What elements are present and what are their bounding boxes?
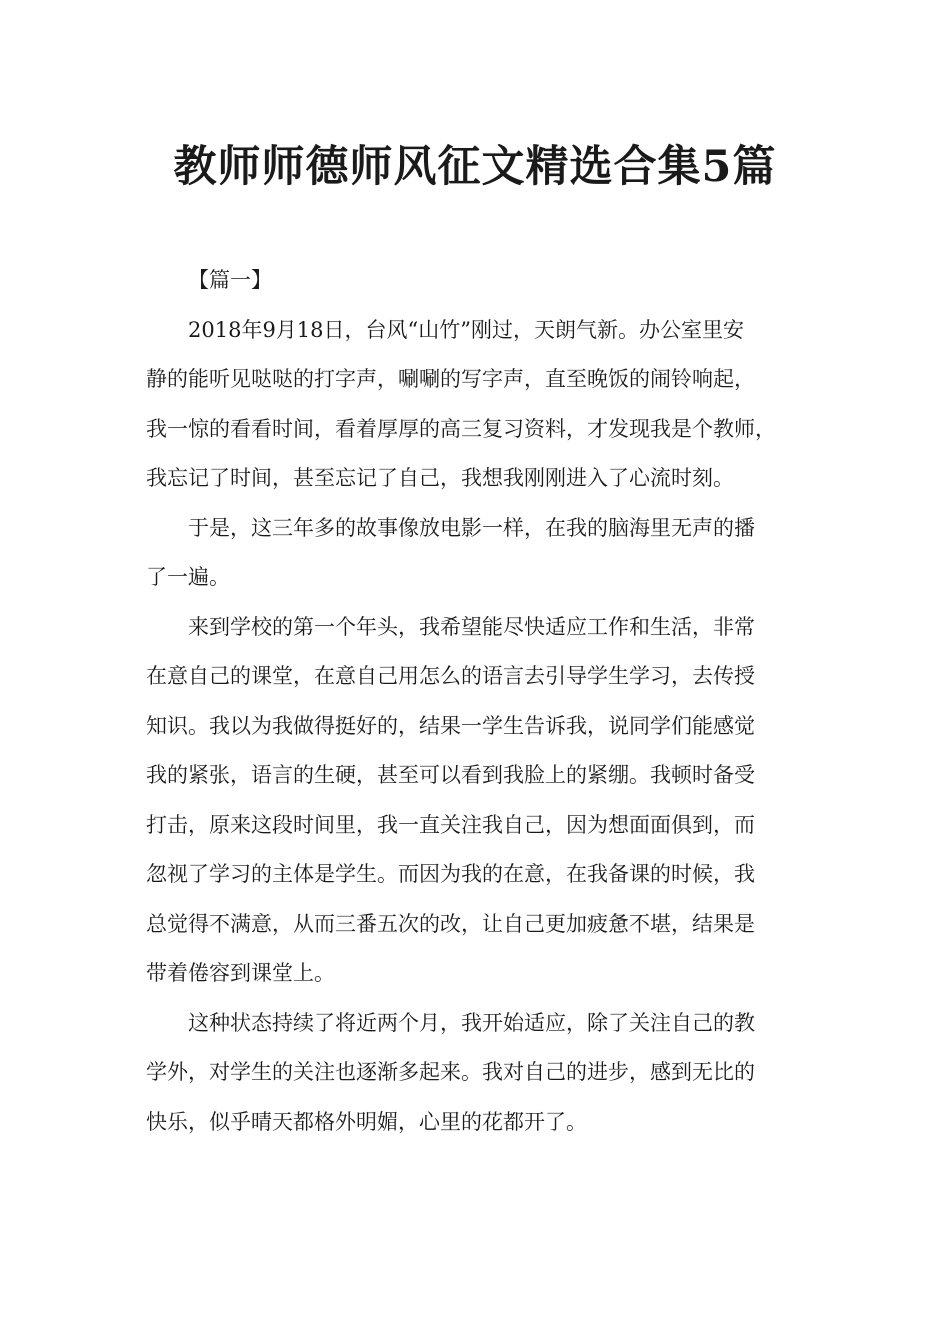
paragraph-line: 总觉得不满意，从而三番五次的改，让自己更加疲惫不堪，结果是 bbox=[146, 911, 755, 936]
paragraph-line: 忽视了学习的主体是学生。而因为我的在意，在我备课的时候，我 bbox=[146, 862, 755, 886]
paragraph-line: 2018年9月18日，台风“山竹”刚过，天朗气新。办公室里安 bbox=[188, 317, 744, 342]
paragraph-line: 静的能听见哒哒的打字声，唰唰的写字声，直至晚饭的闹铃响起， bbox=[146, 367, 755, 391]
paragraph-line: 带着倦容到课堂上。 bbox=[146, 961, 335, 985]
section-label: 【篇一】 bbox=[188, 268, 272, 292]
paragraph-line: 我一惊的看看时间，看着厚厚的高三复习资料，才发现我是个教师， bbox=[146, 416, 776, 441]
paragraph-line: 学外，对学生的关注也逐渐多起来。我对自己的进步，感到无比的 bbox=[146, 1060, 755, 1084]
paragraph-line: 打击，原来这段时间里，我一直关注我自己，因为想面面俱到，而 bbox=[146, 812, 755, 837]
paragraph-4 bbox=[146, 999, 796, 1148]
paragraph-1 bbox=[146, 306, 796, 504]
paragraph-line: 于是，这三年多的故事像放电影一样，在我的脑海里无声的播 bbox=[188, 515, 755, 540]
paragraph-line: 在意自己的课堂，在意自己用怎么的语言去引导学生学习，去传授 bbox=[146, 664, 755, 688]
paragraph-line: 了一遍。 bbox=[146, 565, 230, 589]
paragraph-line: 我忘记了时间，甚至忘记了自己，我想我刚刚进入了心流时刻。 bbox=[146, 466, 734, 490]
paragraph-line: 快乐，似乎晴天都格外明媚，心里的花都开了。 bbox=[146, 1109, 587, 1134]
paragraph-line: 这种状态持续了将近两个月，我开始适应，除了关注自己的教 bbox=[188, 1010, 755, 1035]
paragraph-2 bbox=[146, 504, 796, 603]
paragraph-line: 知识。我以为我做得挺好的，结果一学生告诉我，说同学们能感觉 bbox=[146, 713, 755, 738]
document-title: 教师师德师风征文精选合集5篇 bbox=[173, 142, 777, 192]
document-body bbox=[146, 256, 796, 1147]
paragraph-line: 我的紧张，语言的生硬，甚至可以看到我脸上的紧绷。我顿时备受 bbox=[146, 763, 755, 787]
paragraph-3 bbox=[146, 603, 796, 999]
paragraph-line: 来到学校的第一个年头，我希望能尽快适应工作和生活，非常 bbox=[188, 614, 755, 639]
